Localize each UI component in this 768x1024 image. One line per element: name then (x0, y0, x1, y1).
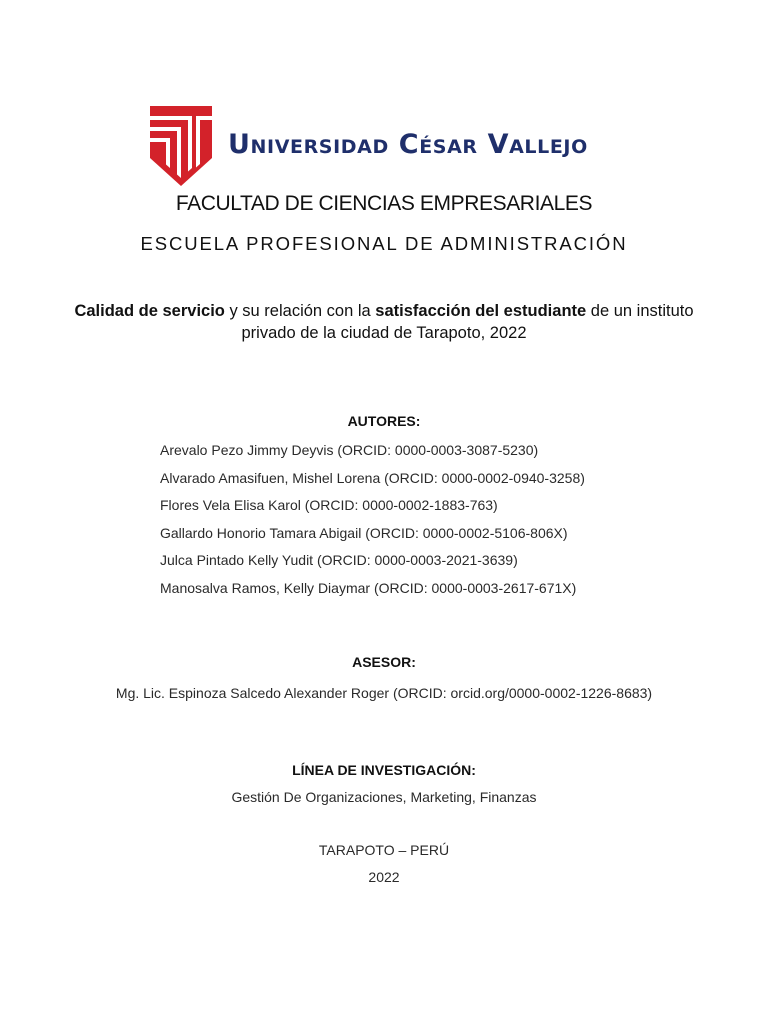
location: TARAPOTO – PERÚ (318, 842, 450, 858)
year: 2022 (368, 869, 400, 885)
advisor-name: Mg. Lic. Espinoza Salcedo Alexander Roger (ORCID: orcid.org/0000-0002-1226-8683) (115, 685, 653, 701)
advisor-heading: ASESOR: (352, 654, 416, 670)
title-text-4: de un instituto privado de la ciudad de Tarapoto, 2022 (241, 302, 694, 342)
ucv-shield-icon (150, 106, 212, 186)
research-line-heading: LÍNEA DE INVESTIGACIÓN: (292, 762, 476, 778)
title-bold-1: Calidad de servicio (74, 302, 225, 320)
author-item: Gallardo Honorio Tamara Abigail (ORCID: 0000-0002-5106-806X) (160, 524, 568, 541)
title-text-2: y su relación con la (224, 302, 376, 320)
author-item: Julca Pintado Kelly Yudit (ORCID: 0000-0003-2021-3639) (160, 552, 518, 569)
authors-list (160, 437, 585, 603)
title-bold-3: satisfacción del estudiante (375, 302, 587, 320)
university-name: Universidad César Vallejo (228, 129, 588, 160)
author-item: Arevalo Pezo Jimmy Deyvis (ORCID: 0000-0003-3087-5230) (160, 442, 539, 458)
thesis-title (60, 300, 708, 344)
authors-heading: AUTORES: (347, 413, 421, 429)
faculty-name: FACULTAD DE CIENCIAS EMPRESARIALES (175, 192, 593, 215)
author-item: Flores Vela Elisa Karol (ORCID: 0000-0002-1883-763) (160, 497, 498, 514)
author-item: Alvarado Amasifuen, Mishel Lorena (ORCID: 0000-0002-0940-3258) (160, 469, 585, 486)
research-line-value: Gestión De Organizaciones, Marketing, Finanzas (231, 789, 537, 805)
author-item: Manosalva Ramos, Kelly Diaymar (ORCID: 0000-0003-2617-671X) (160, 579, 577, 596)
school-name: ESCUELA PROFESIONAL DE ADMINISTRACIÓN (140, 233, 628, 254)
